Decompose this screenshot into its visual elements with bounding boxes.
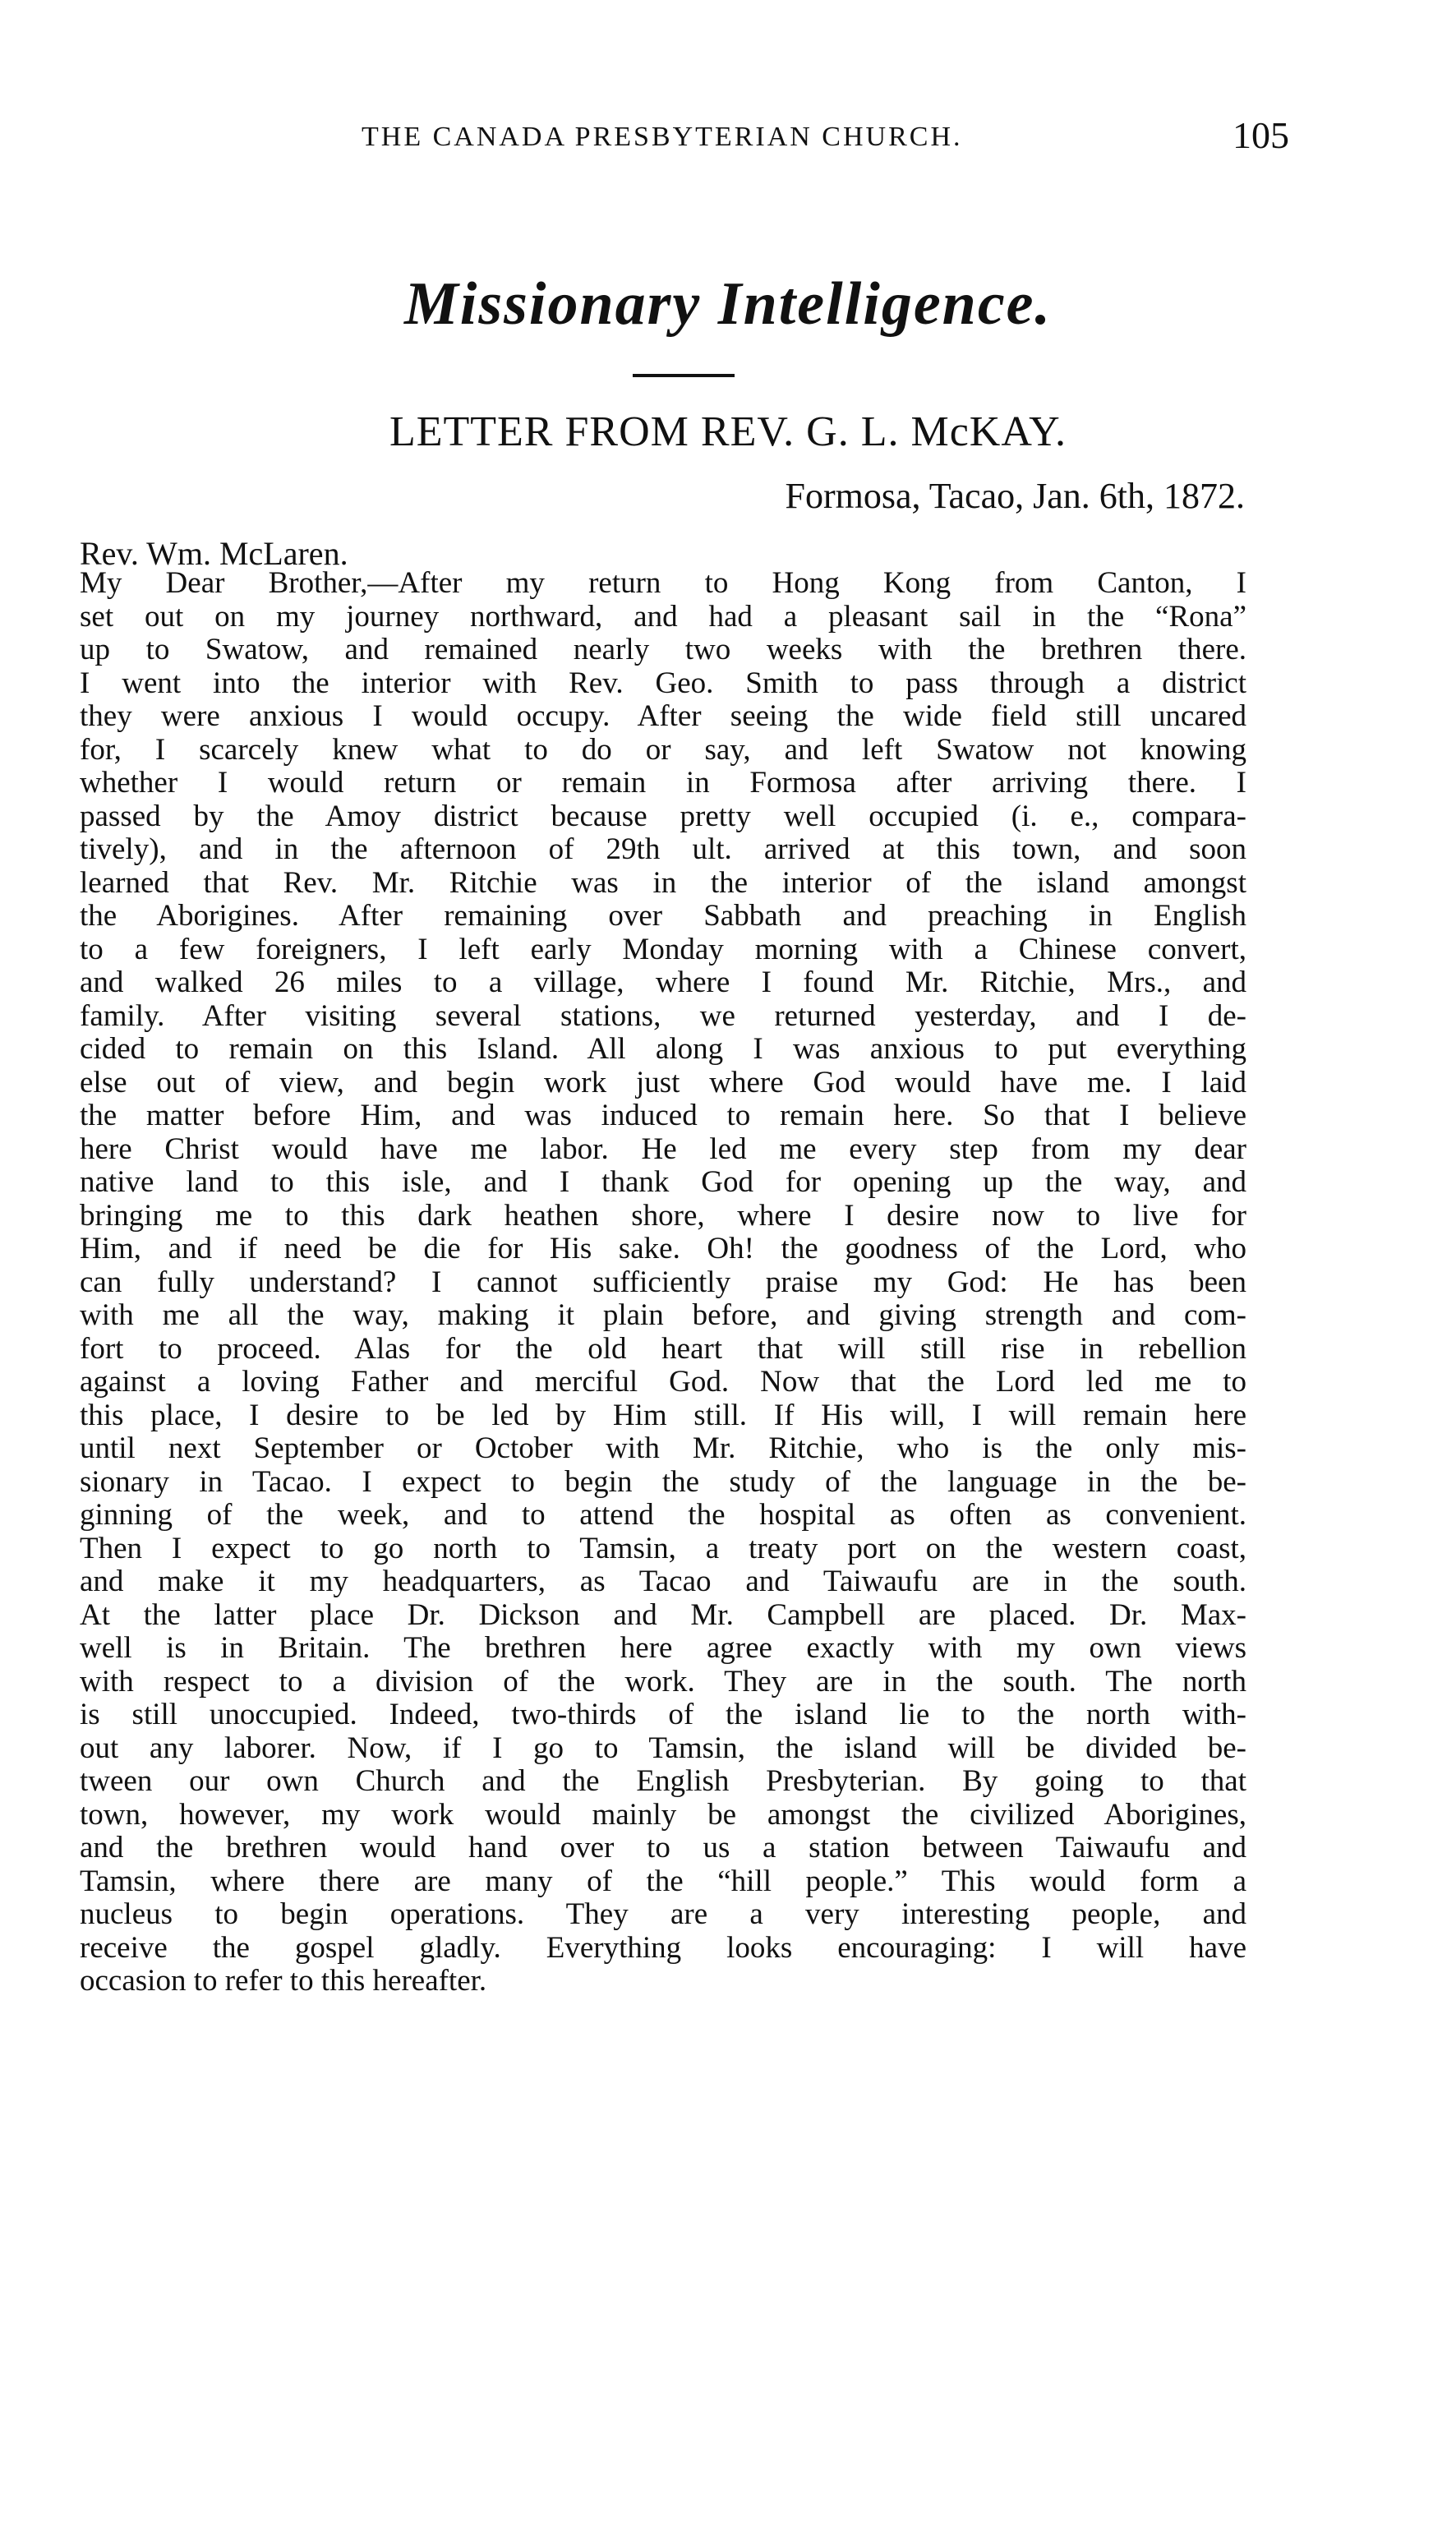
title-rule (633, 374, 735, 377)
body-line: with me all the way, making it plain before, and giving strength and com- (80, 1299, 1246, 1332)
body-line: bringing me to this dark heathen shore, where I desire now to live for (80, 1199, 1246, 1233)
body-line: and the brethren would hand over to us a station between Taiwaufu and (80, 1832, 1246, 1864)
body-line: receive the gospel gladly. Everything looks encouraging: I will have (80, 1931, 1246, 1965)
body-line: town, however, my work would mainly be amongst the civilized Aborigines, (80, 1798, 1246, 1832)
body-line: well is in Britain. The brethren here agree exactly with my own views (80, 1632, 1246, 1665)
body-line: nucleus to begin operations. They are a very interesting people, and (80, 1898, 1246, 1931)
body-line: and walked 26 miles to a village, where I found Mr. Ritchie, Mrs., and (80, 966, 1246, 999)
body-line: to a few foreigners, I left early Monday morning with a Chinese convert, (80, 933, 1246, 966)
body-line: cided to remain on this Island. All along I was anxious to put everything (80, 1033, 1246, 1066)
body-line: they were anxious I would occupy. After seeing the wide field still uncared (80, 700, 1246, 733)
body-line: is still unoccupied. Indeed, two-thirds of the island lie to the north with- (80, 1698, 1246, 1731)
dateline: Formosa, Tacao, Jan. 6th, 1872. (785, 476, 1245, 516)
body-line: for, I scarcely knew what to do or say, and left Swatow not knowing (80, 733, 1246, 767)
body-line: set out on my journey northward, and had a pleasant sail in the “Rona” (80, 600, 1246, 634)
addressee: Rev. Wm. McLaren. (80, 535, 348, 572)
body-line: family. After visiting several stations, we returned yesterday, and I de- (80, 999, 1246, 1033)
body-line: until next September or October with Mr. Ritchie, who is the only mis- (80, 1432, 1246, 1465)
body-line: learned that Rev. Mr. Ritchie was in the interior of the island amongst (80, 866, 1246, 900)
body-line: against a loving Father and merciful God. Now that the Lord led me to (80, 1366, 1246, 1399)
body-line: tively), and in the afternoon of 29th ult. arrived at this town, and soon (80, 833, 1246, 866)
body-line: passed by the Amoy district because pretty well occupied (i. e., compara- (80, 800, 1246, 833)
body-line: Then I expect to go north to Tamsin, a treaty port on the western coast, (80, 1532, 1246, 1565)
body-line: up to Swatow, and remained nearly two weeks with the brethren there. (80, 634, 1246, 666)
body-line: out any laborer. Now, if I go to Tamsin, the island will be divided be- (80, 1731, 1246, 1765)
body-line: My Dear Brother,—After my return to Hong Kong from Canton, I (80, 567, 1246, 600)
body-line: native land to this isle, and I thank God for opening up the way, and (80, 1166, 1246, 1199)
body-line: occasion to refer to this hereafter. (80, 1965, 487, 1998)
body-line: the Aborigines. After remaining over Sabbath and preaching in English (80, 900, 1246, 933)
body-line: here Christ would have me labor. He led me every step from my dear (80, 1132, 1246, 1166)
body-line: At the latter place Dr. Dickson and Mr. Campbell are placed. Dr. Max- (80, 1598, 1246, 1632)
body-line: tween our own Church and the English Presbyterian. By going to that (80, 1765, 1246, 1798)
page-header (0, 114, 1456, 171)
body-line: and make it my headquarters, as Tacao and Taiwaufu are in the south. (80, 1565, 1246, 1598)
body-line: Him, and if need be die for His sake. Oh! the goodness of the Lord, who (80, 1233, 1246, 1265)
body-line: whether I would return or remain in Formosa after arriving there. I (80, 767, 1246, 800)
body-line: sionary in Tacao. I expect to begin the study of the language in the be- (80, 1465, 1246, 1499)
page-number: 105 (1233, 114, 1289, 156)
body-line: ginning of the week, and to attend the hospital as often as convenient. (80, 1499, 1246, 1532)
letter-title: LETTER FROM REV. G. L. McKAY. (389, 408, 1067, 455)
body-line: the matter before Him, and was induced to remain here. So that I believe (80, 1099, 1246, 1132)
letter-body (80, 567, 1246, 1998)
body-line: Tamsin, where there are many of the “hill people.” This would form a (80, 1864, 1246, 1898)
body-line: this place, I desire to be led by Him still. If His will, I will remain here (80, 1399, 1246, 1432)
body-line: else out of view, and begin work just where God would have me. I laid (80, 1066, 1246, 1099)
body-line: can fully understand? I cannot sufficiently praise my God: He has been (80, 1265, 1246, 1299)
section-title: Missionary Intelligence. (403, 270, 1053, 338)
running-head: THE CANADA PRESBYTERIAN CHURCH. (362, 122, 963, 152)
body-line: I went into the interior with Rev. Geo. Smith to pass through a district (80, 666, 1246, 700)
body-line: fort to proceed. Alas for the old heart that will still rise in rebellion (80, 1332, 1246, 1366)
body-line: with respect to a division of the work. They are in the south. The north (80, 1665, 1246, 1698)
